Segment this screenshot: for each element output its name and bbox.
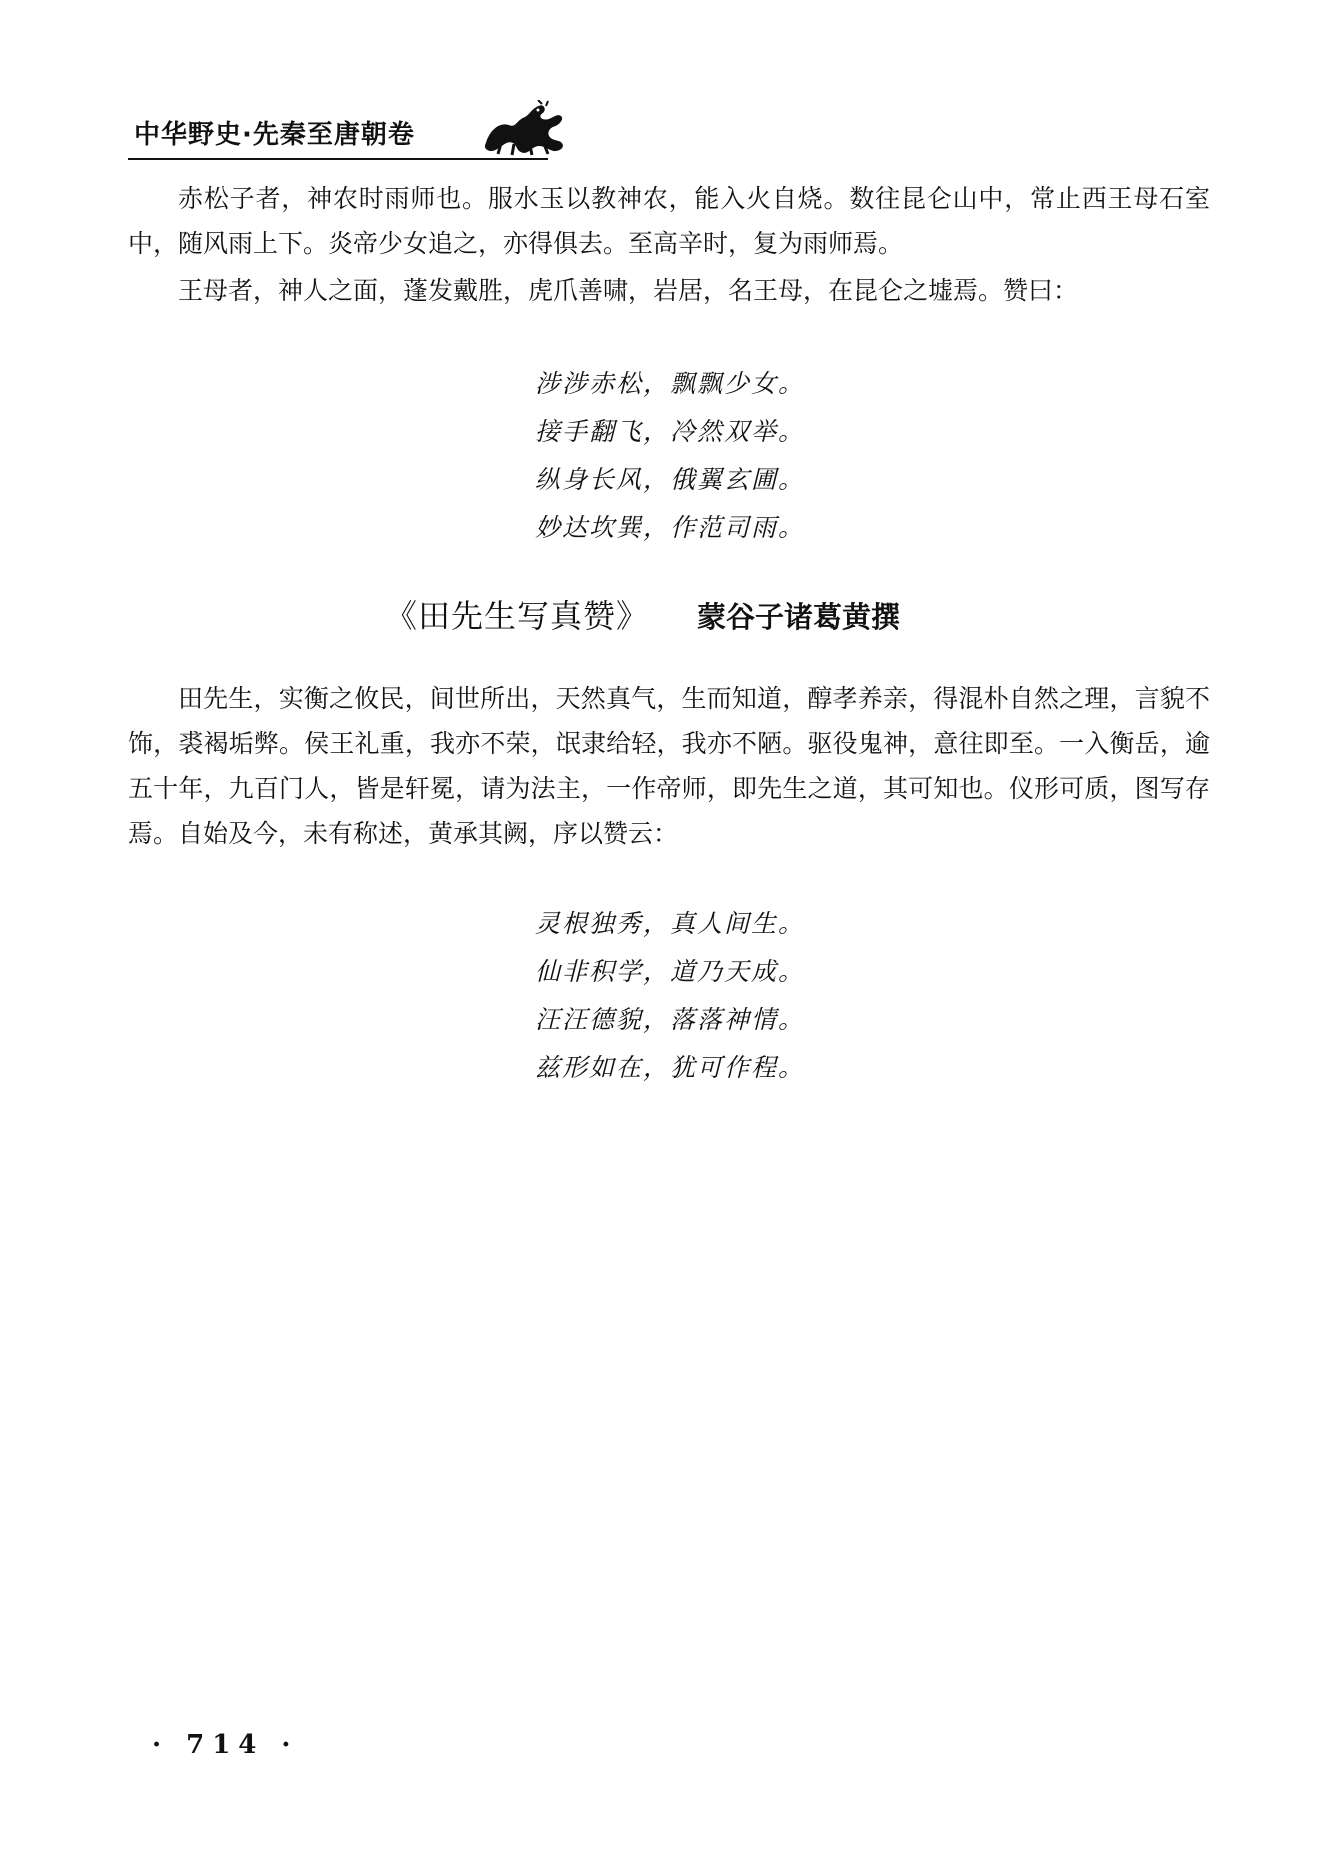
dragon-emblem-icon xyxy=(480,100,566,156)
verse-block-1 xyxy=(535,360,805,552)
section-title: 《田先生写真赞》 xyxy=(385,597,650,635)
verse-line: 汪汪德貌，落落神情。 xyxy=(535,1005,806,1034)
paragraph-chisongzi: 赤松子者，神农时雨师也。服水玉以教神农，能入火自烧。数往昆仑山中，常止西王母石室中，随风雨上下。炎帝少女追之，亦得俱去。至高辛时，复为雨师焉。 xyxy=(128,184,1210,258)
verse-line: 纵身长风，俄翼玄圃。 xyxy=(535,465,806,494)
paragraph-tian-xiansheng: 田先生，实衡之攸民，间世所出，天然真气，生而知道，醇孝养亲，得混朴自然之理，言貌不饰，裘褐垢弊。侯王礼重，我亦不荣，氓隶给轻，我亦不陋。驱役鬼神，意往即至。一入衡岳，逾五十年，九百门人，皆是轩冕，请为法主，一作帝师，即先生之道，其可知也。仪形可质，图写存焉。自始及今，未有称述，黄承其阙，序以赞云： xyxy=(128,684,1210,848)
header-rule xyxy=(128,158,548,160)
verse-line: 仙非积学，道乃天成。 xyxy=(535,957,806,986)
verse-block-2 xyxy=(535,900,805,1092)
verse-line: 接手翻飞，冷然双举。 xyxy=(535,417,806,446)
verse-line: 涉涉赤松，飘飘少女。 xyxy=(535,369,806,398)
section-heading xyxy=(385,592,1145,641)
verse-line: 灵根独秀，真人间生。 xyxy=(535,909,806,938)
verse-line: 妙达坎巽，作范司雨。 xyxy=(535,513,806,542)
book-title: 中华野史·先秦至唐朝卷 xyxy=(134,120,415,150)
section-author: 蒙谷子诸葛黄撰 xyxy=(697,600,901,634)
running-header xyxy=(128,100,548,162)
verse-line: 兹形如在，犹可作程。 xyxy=(535,1053,806,1082)
page-number: · 714 · xyxy=(152,1730,299,1760)
paragraph-wangmu: 王母者，神人之面，蓬发戴胜，虎爪善啸，岩居，名王母，在昆仑之墟焉。赞曰： xyxy=(178,276,1079,305)
